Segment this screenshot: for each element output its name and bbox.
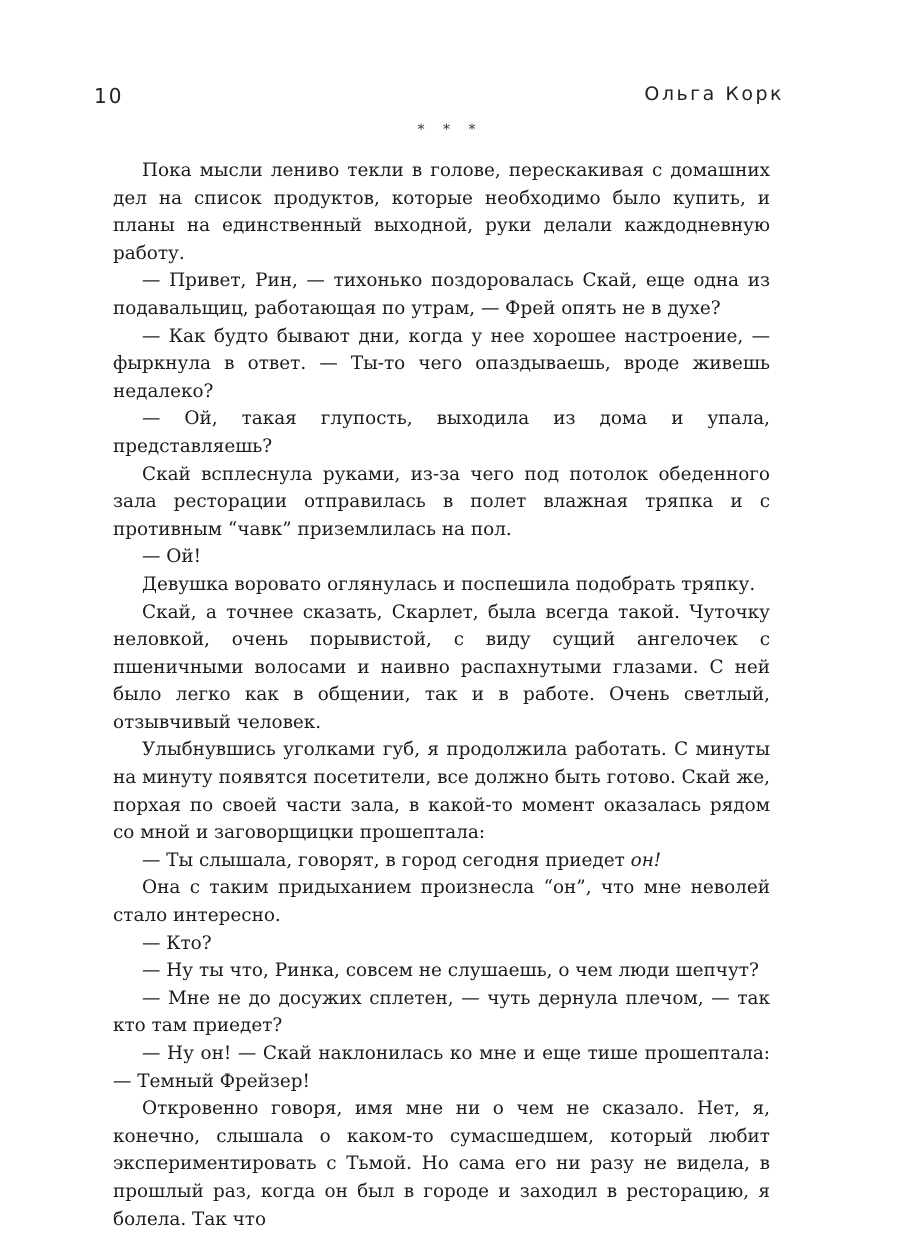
paragraph: Скай, а точнее сказать, Скарлет, была всегда такой. Чуточку неловкой, очень порывистой, с виду сущий ангелочек с пшеничными волосами и наивно распахнутыми глазами. С ней было легко как в общении, так и в работе. Очень светлый, отзывчивый человек. [113,601,770,733]
emphasis-text: он! [630,849,662,871]
running-head-author: Ольга Корк [644,83,784,105]
paragraph: Девушка воровато оглянулась и поспешила подобрать тряпку. [142,573,756,595]
paragraph: — Ну он! — Скай наклонилась ко мне и еще тише прошептала: — Темный Фрейзер! [113,1043,770,1092]
paragraph: — Привет, Рин, — тихонько поздоровалась Скай, еще одна из подавальщиц, работающая по утрам, — Фрей опять не в духе? [113,270,770,319]
paragraph: Пока мысли лениво текли в голове, перескакивая с домашних дел на список продуктов, которые необходимо было купить, и планы на единственный выходной, руки делали каждодневную работу. [113,160,770,264]
paragraph: — Ой, такая глупость, выходила из дома и упала, представляешь? [113,408,770,457]
paragraph: — Как будто бывают дни, когда у нее хорошее настроение, — фыркнула в ответ. — Ты-то чего опаздываешь, вроде живешь недалеко? [113,325,770,402]
paragraph-text: — Ты слышала, говорят, в город сегодня приедет [142,849,631,871]
scene-separator: * * * [417,122,483,138]
paragraph [113,847,770,875]
page-number: 10 [94,84,124,108]
paragraph: Она с таким придыханием произнесла “он”, что мне неволей стало интересно. [113,877,770,927]
paragraph: Улыбнувшись уголками губ, я продолжила работать. С минуты на минуту появятся посетители, все должно быть готово. Скай же, порхая по своей части зала, в какой-то момент оказалась рядом со мной и заговорщицки прошептала: [113,739,770,844]
paragraph: Откровенно говоря, имя мне ни о чем не сказало. Нет, я, конечно, слышала о каком-то сумасшедшем, который любит экспериментировать с Тьмой. Но сама его ни разу не видела, в прошлый раз, когда он был в городе и заходил в ресторацию, я болела. Так что [113,1098,770,1230]
paragraph: Скай всплеснула руками, из-за чего под потолок обеденного зала ресторации отправилась в полет влажная тряпка и с противным “чавк” приземлилась на пол. [113,463,770,540]
paragraph: — Ой! [142,546,201,568]
paragraph: — Ну ты что, Ринка, совсем не слушаешь, о чем люди шепчут? [142,960,759,982]
body-text [113,157,770,1233]
paragraph: — Кто? [142,932,212,954]
paragraph: — Мне не до досужих сплетен, — чуть дернула плечом, — так кто там приедет? [113,987,770,1037]
